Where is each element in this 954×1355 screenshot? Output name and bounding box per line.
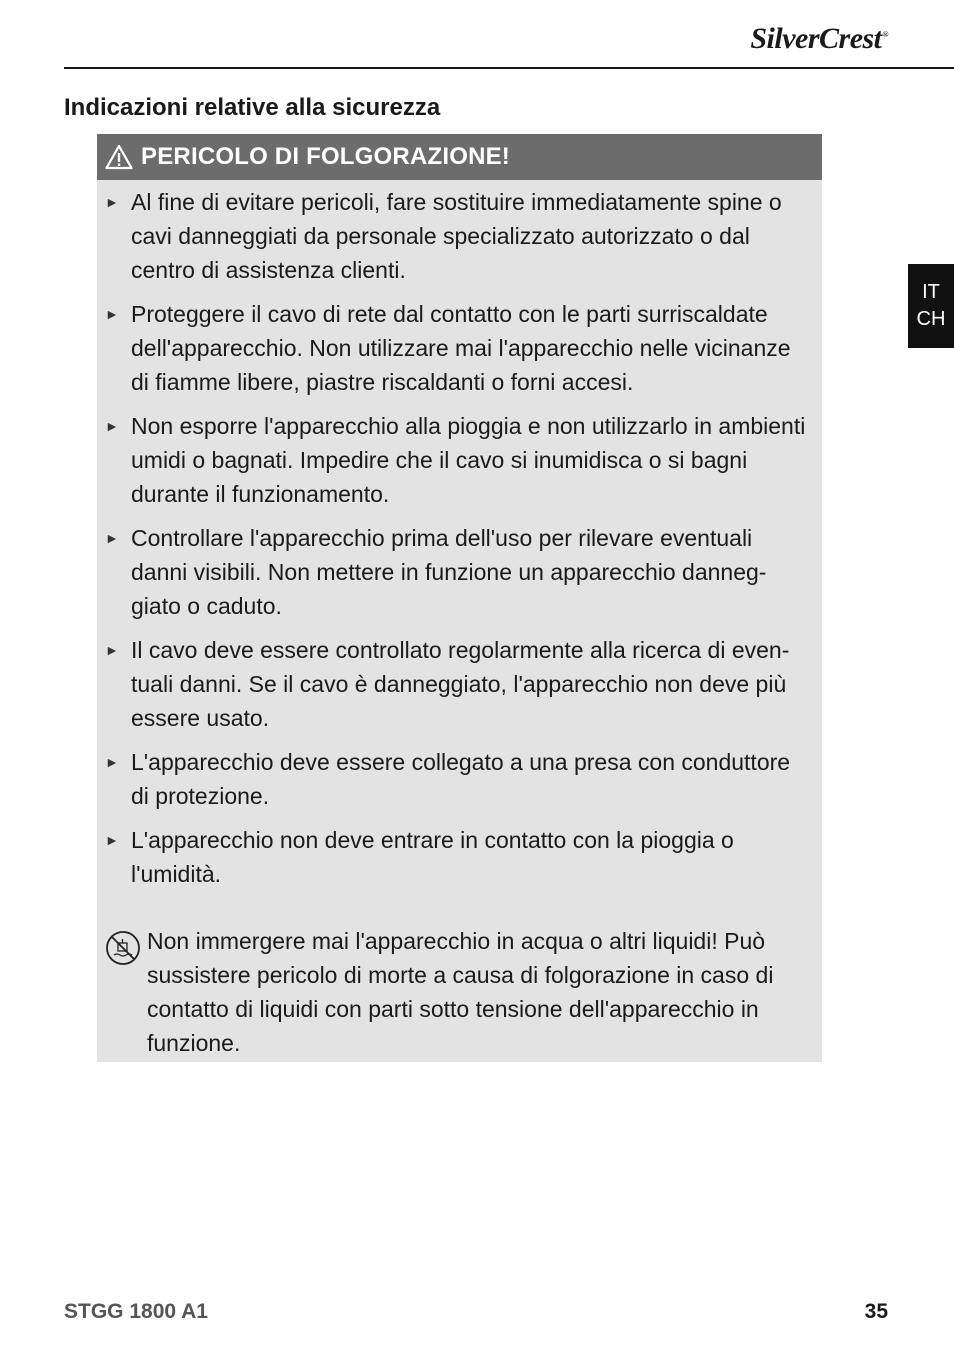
header-rule xyxy=(64,67,954,69)
immersion-note xyxy=(105,924,804,1060)
list-item xyxy=(105,633,812,735)
warning-header xyxy=(97,134,822,180)
list-item xyxy=(105,823,812,891)
footer-model: STGG 1800 A1 xyxy=(64,1300,208,1323)
list-item-text: Controllare l'apparecchio prima dell'uso per rilevare eventuali danni visibili. Non mettere in funzione un apparecchio danneg-giato o caduto. xyxy=(131,525,767,619)
list-item-text: Proteggere il cavo di rete dal contatto con le parti surriscaldate dell'apparecchio. Non utilizzare mai l'apparecchio nelle vicinanze di fiamme libere, piastre riscaldanti o forni accesi. xyxy=(131,301,791,395)
warning-title: PERICOLO DI FOLGORAZIONE! xyxy=(141,143,510,170)
bullet-arrow-icon: ► xyxy=(105,642,119,658)
list-item xyxy=(105,185,812,287)
bullet-arrow-icon: ► xyxy=(105,194,119,210)
no-immersion-icon xyxy=(105,930,141,966)
bullet-arrow-icon: ► xyxy=(105,754,119,770)
list-item xyxy=(105,745,812,813)
warning-triangle-icon xyxy=(105,144,133,170)
bullet-arrow-icon: ► xyxy=(105,530,119,546)
list-item xyxy=(105,297,812,399)
language-tab-ch: CH xyxy=(916,308,946,330)
bullet-arrow-icon: ► xyxy=(105,306,119,322)
warning-box xyxy=(97,134,822,1062)
list-item-text: Non esporre l'apparecchio alla pioggia e non utilizzarlo in ambienti umidi o bagnati. Impedire che il cavo si inumidisca o si bagni durante il funzionamento. xyxy=(131,413,806,507)
list-item xyxy=(105,521,812,623)
page-number: 35 xyxy=(864,1300,888,1323)
registered-mark: ® xyxy=(882,30,888,39)
warning-list xyxy=(97,180,822,891)
list-item-text: L'apparecchio non deve entrare in contatto con la pioggia o l'umidità. xyxy=(131,827,734,887)
brand-logo xyxy=(750,22,888,56)
immersion-note-text: Non immergere mai l'apparecchio in acqua o altri liquidi! Può sussistere pericolo di morte a causa di folgorazione in caso di contatto di liquidi con parti sotto tensione dell'apparecchio in funzione. xyxy=(147,928,774,1056)
language-tab-it: IT xyxy=(922,281,940,303)
list-item xyxy=(105,409,812,511)
list-item-text: L'apparecchio deve essere collegato a una presa con conduttore di protezione. xyxy=(131,749,791,809)
list-item-text: Il cavo deve essere controllato regolarmente alla ricerca di even-tuali danni. Se il cavo è danneggiato, l'apparecchio non deve più essere usato. xyxy=(131,637,790,731)
bullet-arrow-icon: ► xyxy=(105,832,119,848)
bullet-arrow-icon: ► xyxy=(105,418,119,434)
language-tab xyxy=(908,264,954,348)
section-title: Indicazioni relative alla sicurezza xyxy=(64,94,441,121)
brand-name: SilverCrest xyxy=(750,22,882,55)
list-item-text: Al fine di evitare pericoli, fare sostituire immediatamente spine o cavi danneggiati da personale specializzato autorizzato o dal centro di assistenza clienti. xyxy=(131,189,782,283)
